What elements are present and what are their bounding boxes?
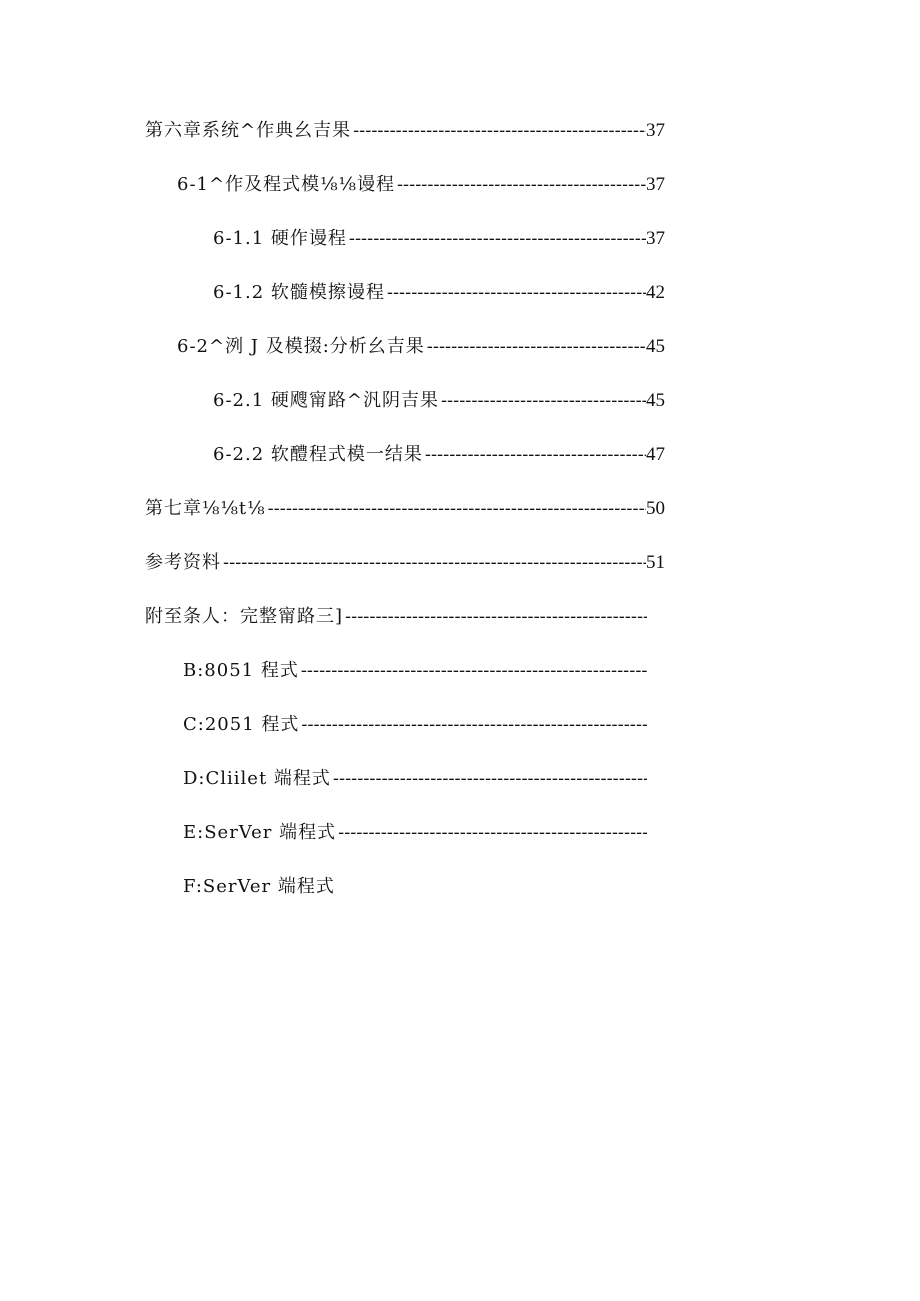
toc-entry-6-1-2: [213, 280, 665, 306]
toc-entry-page: 37: [646, 120, 665, 141]
toc-entry-chapter-7: [145, 496, 665, 522]
toc-entry-appendix-e: [183, 820, 647, 846]
dot-leader: [349, 226, 646, 252]
dot-leader: [345, 604, 647, 630]
toc-entry-page: 42: [646, 282, 665, 303]
dot-leader: [353, 118, 646, 144]
toc-entry-page: 37: [646, 174, 665, 195]
toc-entry-appendix-f: [183, 874, 647, 900]
dot-leader: [425, 442, 646, 468]
dot-leader: [333, 766, 647, 792]
toc-entry-label: D:Cliilet 端程式: [183, 768, 331, 789]
toc-entry-page: 45: [646, 390, 665, 411]
toc-entry-appendix-c: [183, 712, 647, 738]
dot-leader: [223, 550, 646, 576]
dot-leader: [301, 658, 647, 684]
toc-entry-appendix: [145, 604, 647, 630]
toc-entry-6-2-1: [213, 388, 665, 414]
toc-entry-label: B:8051 程式: [183, 660, 299, 681]
toc-entry-label: 第七章⅛⅛t⅛: [145, 498, 266, 519]
toc-entry-label: C:2051 程式: [183, 714, 300, 735]
toc-entry-page: 50: [646, 498, 665, 519]
toc-entry-6-1: [177, 172, 665, 198]
toc-entry-page: 45: [646, 336, 665, 357]
toc-entry-6-2: [177, 334, 665, 360]
toc-entry-label: 6-1.1 硬作谩程: [213, 228, 347, 249]
dot-leader: [441, 388, 646, 414]
toc-entry-label: 6-1^作及程式模⅛⅛谩程: [177, 174, 395, 195]
dot-leader: [268, 496, 646, 522]
toc-entry-page: 37: [646, 228, 665, 249]
toc-entry-label: 参考资料: [145, 552, 221, 573]
toc-entry-label: 6-2.1 硬飕甯路^汎阴吉果: [213, 390, 439, 411]
toc-entry-page: 47: [646, 444, 665, 465]
toc-entry-6-1-1: [213, 226, 665, 252]
toc-entry-label: 6-2.2 软醴程式模一结果: [213, 444, 423, 465]
toc-entry-label: F:SerVer 端程式: [183, 876, 335, 897]
toc-entry-chapter-6: [145, 118, 665, 144]
toc-entry-appendix-d: [183, 766, 647, 792]
toc-entry-page: 51: [646, 552, 665, 573]
toc-entry-label: 6-1.2 软髓模擦谩程: [213, 282, 385, 303]
toc-entry-references: [145, 550, 665, 576]
toc-entry-6-2-2: [213, 442, 665, 468]
toc-entry-label: 第六章系统^作典幺吉果: [145, 120, 352, 141]
toc-entry-label: E:SerVer 端程式: [183, 822, 337, 843]
dot-leader: [338, 820, 647, 846]
dot-leader: [301, 712, 647, 738]
dot-leader: [387, 280, 646, 306]
toc-entry-appendix-b: [183, 658, 647, 684]
toc-entry-label: 附至条人：完整甯路三]: [145, 606, 344, 627]
dot-leader: [397, 172, 646, 198]
dot-leader: [427, 334, 646, 360]
toc-entry-label: 6-2^洌 J 及模掇:分析幺吉果: [177, 336, 425, 357]
